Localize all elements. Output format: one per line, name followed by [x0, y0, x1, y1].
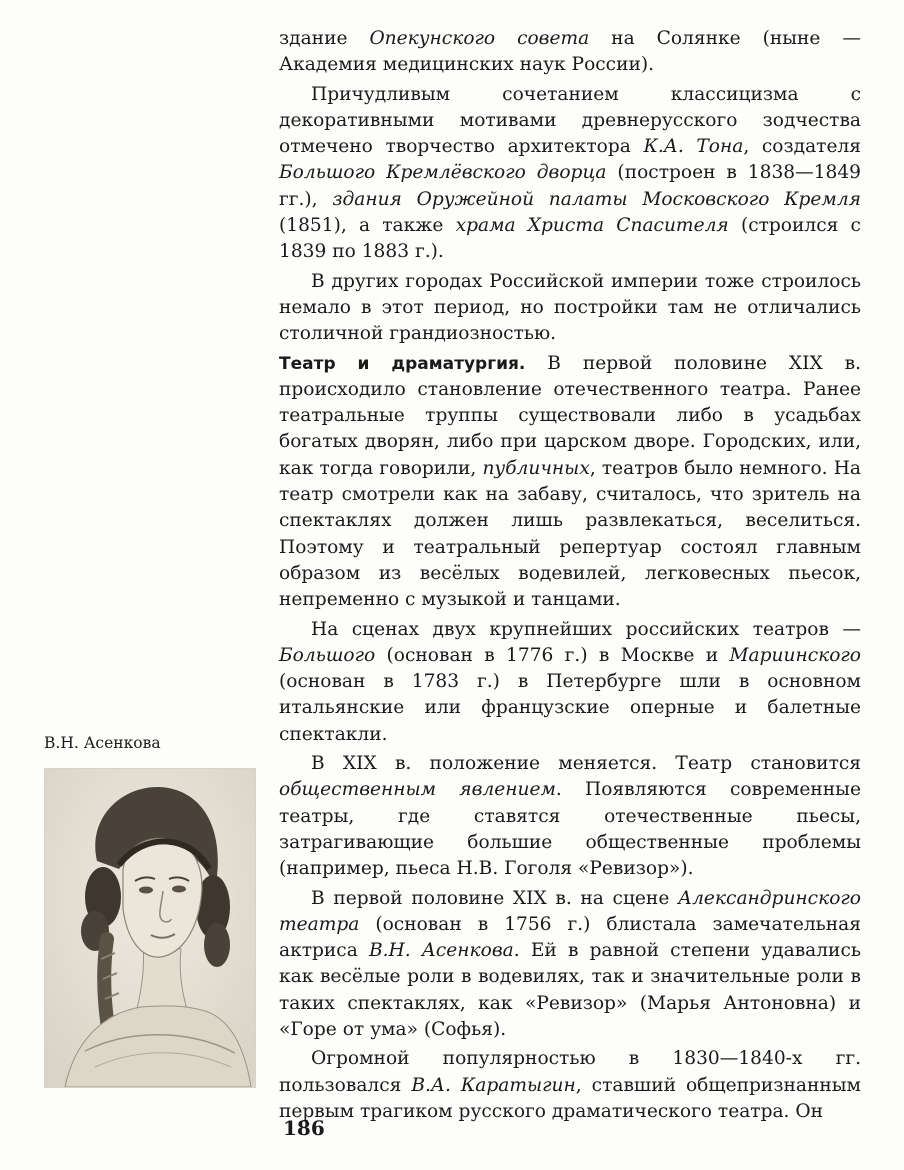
text-run: , ставший общепризнанным первым трагиком русского драматического театра. Он [279, 1074, 861, 1122]
text-run: В XIX в. положение меняется. Театр становится [311, 753, 861, 775]
paragraph [279, 351, 861, 614]
page-number: 186 [283, 1116, 325, 1140]
emphasized-term: Большого [279, 644, 376, 666]
text-run: (1851), а также [279, 215, 456, 237]
paragraph [279, 617, 861, 748]
emphasized-term: общественным явлением [279, 779, 556, 801]
main-text-column [279, 26, 861, 1125]
emphasized-term: Опекунского совета [369, 28, 590, 49]
text-run: Причудливым сочетанием классицизма с декоративными мотивами древнерусского зодчества отмечено творчество архитектора [279, 83, 861, 158]
portrait-caption: В.Н. Асенкова [44, 734, 161, 752]
emphasized-term: здания Оружейной палаты Московского Кремля [332, 188, 861, 210]
text-run: на Солянке (ныне — Академия медицинских наук России). [279, 28, 861, 76]
text-run: Огромной популярностью в 1830—1840-х гг. пользовался [279, 1048, 861, 1096]
text-run: (построен в 1838—1849 гг.), [279, 162, 862, 210]
text-run: В других городах Российской империи тоже строилось немало в этот период, но постройки там не отличались столичной грандиозностью. [279, 270, 861, 345]
paragraph [279, 269, 861, 348]
text-run: , театров было немного. На театр смотрели как на забаву, считалось, что зритель на спектаклях должен лишь развлекаться, веселиться. Поэтому и театральный репертуар состоял главным образом из весёлых водевилей, легковесных пьесок, непременно с музыкой и танцами. [279, 457, 861, 611]
emphasized-term: Александринского театра [279, 887, 861, 935]
emphasized-term: Большого Кремлёвского дворца [279, 162, 607, 184]
text-run: , создателя [743, 136, 861, 158]
portrait-asenkova-image [44, 768, 256, 1088]
text-run: . Появляются современные театры, где ставятся отечественные пьесы, затрагивающие большие общественные проблемы (например, пьеса Н.В. Гоголя «Ревизор»). [279, 779, 861, 880]
paragraph [279, 82, 861, 266]
emphasized-term: В.Н. Асенкова [368, 940, 514, 962]
text-run: . Ей в равной степени удавались как весёлые роли в водевилях, так и значительные роли в таких спектаклях, как «Ревизор» (Марья Антоновна) и «Горе от ума» (Софья). [279, 940, 861, 1040]
section-run-heading: Театр и драматургия. [279, 353, 526, 374]
text-run: здание [279, 28, 370, 49]
text-run: (основан в 1776 г.) в Москве и [375, 644, 730, 666]
text-run: В первой половине XIX в. на сцене [311, 887, 678, 909]
emphasized-term: храма Христа Спасителя [455, 215, 729, 237]
emphasized-term: Мариинского [729, 644, 861, 666]
paragraph [279, 886, 861, 1044]
portrait-drawing [45, 769, 255, 1087]
text-run: (основан в 1756 г.) блистала замечательная актриса [279, 913, 861, 962]
text-run: На сценах двух крупнейших российских театров — [311, 618, 861, 640]
text-run: (основан в 1783 г.) в Петербурге шли в основном итальянские или французские оперные и балетные спектакли. [279, 671, 861, 745]
emphasized-term: публичных [482, 457, 590, 479]
text-run: В первой половине XIX в. происходило становление отечественного театра. Ранее театральные труппы существовали либо в усадьбах богатых дворян, либо при царском дворе. Городских, или, как тогда говорили, [279, 352, 861, 479]
text-run: (строился с 1839 по 1883 г.). [279, 215, 861, 263]
paragraph [279, 1046, 861, 1125]
paragraph [279, 751, 861, 882]
emphasized-term: В.А. Каратыгин [411, 1074, 576, 1096]
paragraph [279, 26, 861, 79]
emphasized-term: К.А. Тона [643, 136, 744, 158]
